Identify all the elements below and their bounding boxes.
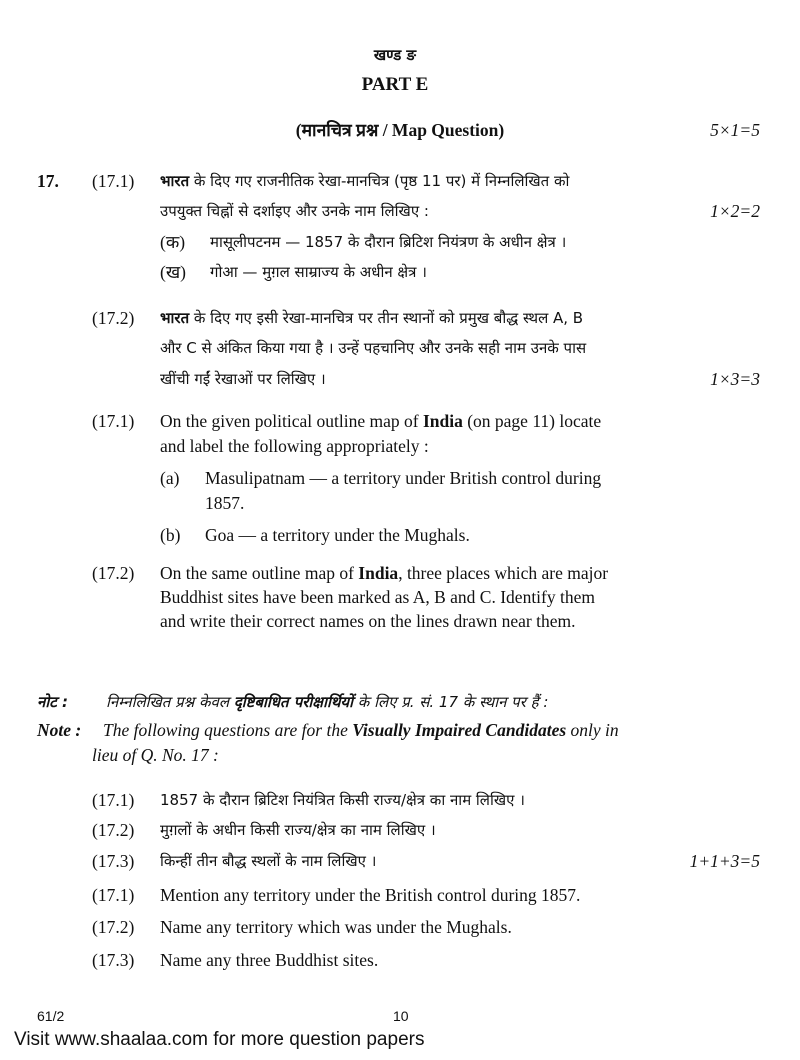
- question-text: [160, 307, 583, 329]
- text: only in: [566, 720, 619, 740]
- vi-question-label: (17.3): [92, 950, 135, 970]
- text: के लिए प्र. सं. 17 के स्थान पर हैं :: [353, 693, 549, 711]
- marks: 1+1+3=5: [689, 851, 760, 871]
- option-label: (क): [160, 232, 186, 252]
- question-text: और C से अंकित किया गया है । उन्हें पहचानिए और उनके सही नाम उनके पास: [160, 339, 587, 357]
- question-text: Buddhist sites have been marked as A, B and C. Identify them: [160, 587, 595, 607]
- section-title-hindi: खण्ड ङ: [373, 46, 417, 64]
- vi-question-text: किन्हीं तीन बौद्ध स्थलों के नाम लिखिए ।: [160, 852, 377, 870]
- question-text: and write their correct names on the lines drawn near them.: [160, 611, 576, 631]
- vi-question-text: Mention any territory under the British control during 1857.: [160, 885, 581, 905]
- question-text: [160, 562, 608, 584]
- note-text-hindi: [106, 691, 548, 713]
- sub-question-label: (17.1): [92, 171, 135, 191]
- option-text: Goa — a territory under the Mughals.: [205, 525, 470, 545]
- question-text: उपयुक्त चिह्नों से दर्शाइए और उनके नाम लिखिए :: [160, 202, 429, 220]
- vi-question-label: (17.3): [92, 851, 135, 871]
- option-text: गोआ — मुग़ल साम्राज्य के अधीन क्षेत्र ।: [210, 263, 427, 281]
- bold-text: भारत: [160, 309, 190, 327]
- vi-question-text: Name any territory which was under the Mughals.: [160, 917, 512, 937]
- option-label: (b): [160, 525, 181, 545]
- question-text: खींची गईं रेखाओं पर लिखिए ।: [160, 370, 326, 388]
- text: के दिए गए राजनीतिक रेखा-मानचित्र (पृष्ठ 11 पर) में निम्नलिखित को: [189, 172, 570, 190]
- bold-text: Visually Impaired Candidates: [352, 720, 567, 740]
- text: On the same outline map of: [160, 563, 359, 583]
- note-text: [103, 719, 619, 741]
- option-text: 1857.: [205, 493, 245, 513]
- sub-question-label: (17.2): [92, 308, 135, 328]
- text: (on page 11) locate: [462, 411, 602, 431]
- vi-question-label: (17.2): [92, 917, 135, 937]
- note-label: Note :: [37, 720, 82, 740]
- question-text: and label the following appropriately :: [160, 436, 429, 456]
- text: , three places which are major: [398, 563, 609, 583]
- sub-question-label: (17.1): [92, 411, 135, 431]
- bold-text: दृष्टिबाधित परीक्षार्थियों: [233, 693, 354, 711]
- question-text: [160, 170, 569, 192]
- section-title: PART E: [361, 74, 429, 95]
- page-number: 10: [393, 1008, 409, 1024]
- option-label: (a): [160, 468, 180, 488]
- vi-question-label: (17.1): [92, 790, 135, 810]
- visit-link[interactable]: Visit www.shaalaa.com for more question papers: [14, 1029, 425, 1050]
- note-label-hindi: नोट :: [37, 693, 68, 711]
- option-text: मासूलीपटनम — 1857 के दौरान ब्रिटिश नियंत्रण के अधीन क्षेत्र ।: [210, 233, 567, 251]
- vi-question-label: (17.1): [92, 885, 135, 905]
- text: निम्नलिखित प्रश्न केवल: [106, 693, 234, 711]
- vi-question-text: मुग़लों के अधीन किसी राज्य/क्षेत्र का नाम लिखिए ।: [160, 821, 436, 839]
- text: के दिए गए इसी रेखा-मानचित्र पर तीन स्थानों को प्रमुख बौद्ध स्थल A, B: [189, 309, 584, 327]
- paper-code: 61/2: [37, 1008, 65, 1024]
- marks: 5×1=5: [710, 120, 760, 140]
- bold-text: India: [358, 563, 399, 583]
- question-text: [160, 410, 601, 432]
- note-text: lieu of Q. No. 17 :: [92, 745, 219, 765]
- vi-question-text: 1857 के दौरान ब्रिटिश नियंत्रित किसी राज्य/क्षेत्र का नाम लिखिए ।: [160, 791, 525, 809]
- vi-question-label: (17.2): [92, 820, 135, 840]
- marks: 1×3=3: [710, 369, 760, 389]
- map-question-heading: (मानचित्र प्रश्न / Map Question): [295, 120, 505, 140]
- vi-question-text: Name any three Buddhist sites.: [160, 950, 379, 970]
- option-text: Masulipatnam — a territory under British control during: [205, 468, 602, 488]
- sub-question-label: (17.2): [92, 563, 135, 583]
- marks: 1×2=2: [710, 201, 760, 221]
- bold-text: India: [422, 411, 463, 431]
- bold-text: भारत: [160, 172, 190, 190]
- question-number: 17.: [37, 171, 59, 191]
- text: The following questions are for the: [103, 720, 353, 740]
- option-label: (ख): [160, 262, 186, 282]
- text: On the given political outline map of: [160, 411, 423, 431]
